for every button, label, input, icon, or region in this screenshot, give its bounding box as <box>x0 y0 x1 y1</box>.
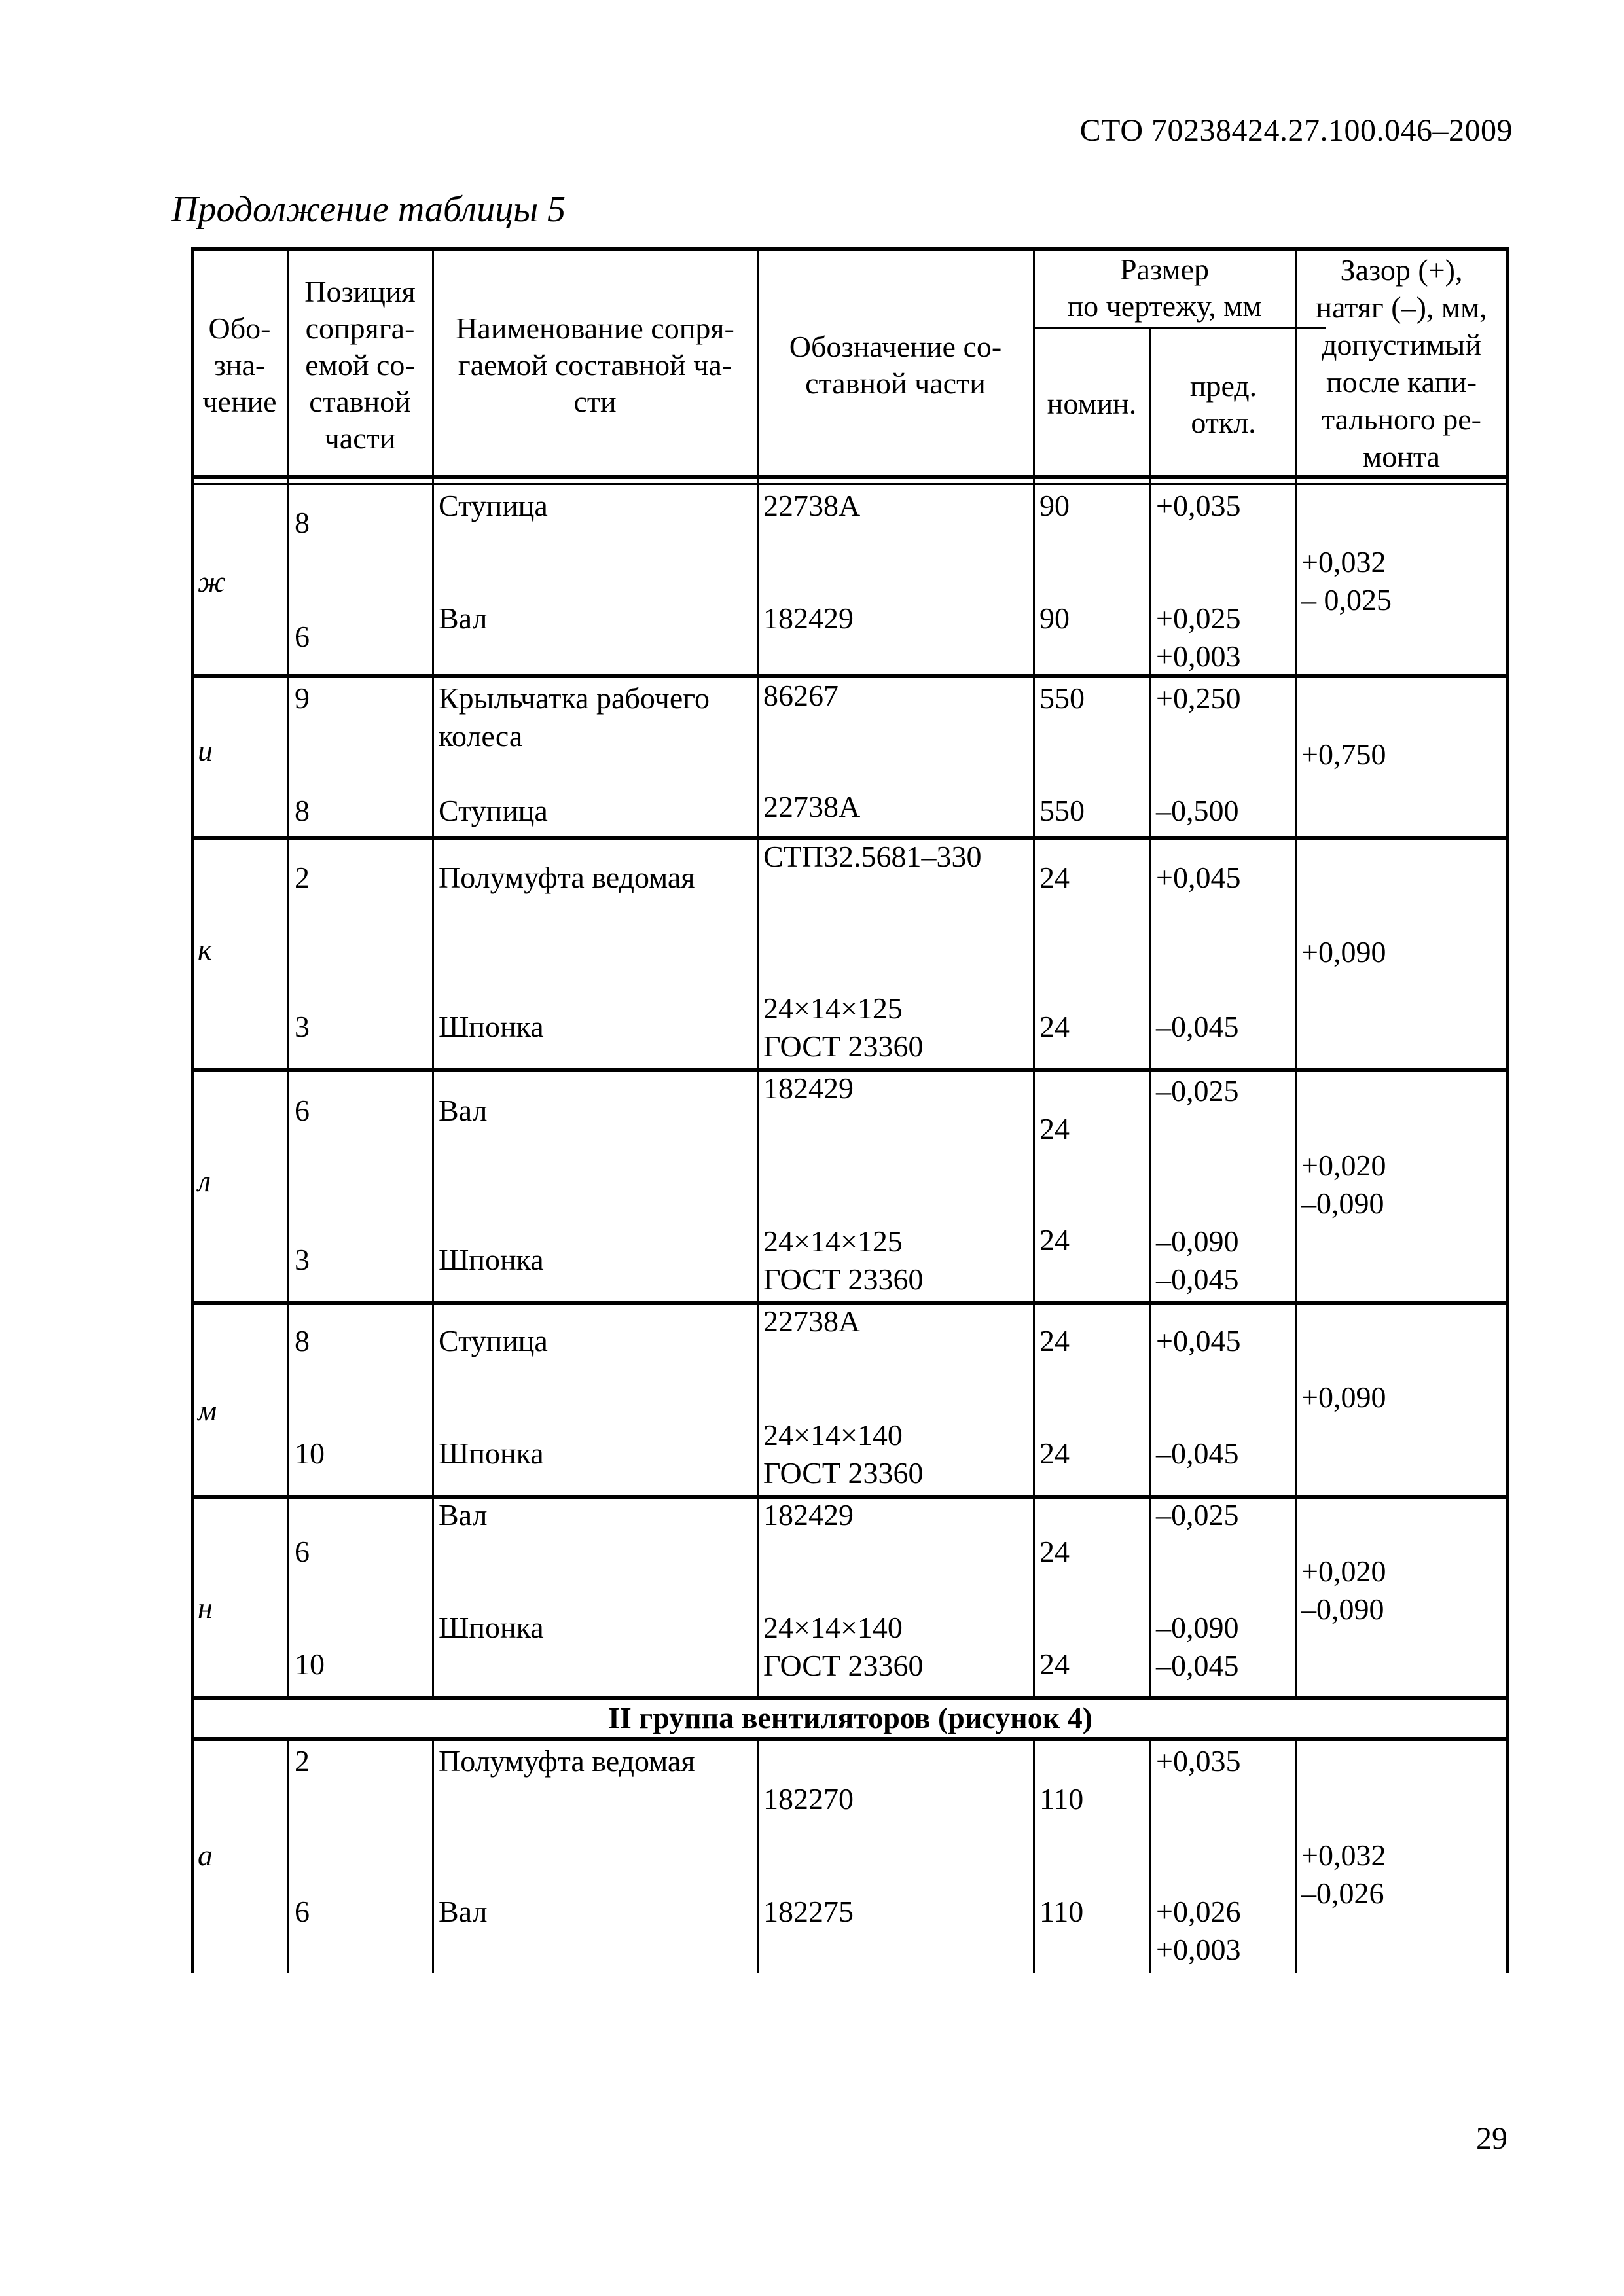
nominal-cell: 110 <box>1039 1782 1084 1816</box>
deviation-cell: +0,026 +0,003 <box>1156 1895 1241 1966</box>
column-border <box>1295 1737 1297 1973</box>
part-name-cell: Шпонка <box>439 1010 544 1043</box>
group-letter: м <box>198 1393 217 1427</box>
group-letter: к <box>198 933 212 966</box>
deviation-cell: –0,025 <box>1156 1498 1239 1532</box>
size-subheader-line <box>1034 327 1326 329</box>
position-cell: 8 <box>295 1324 310 1357</box>
clearance-cell: +0,090 <box>1301 1380 1386 1414</box>
table-top-border <box>191 247 1509 251</box>
parts-clearance-table <box>191 247 1509 1973</box>
part-name-cell: Вал <box>439 1498 488 1532</box>
part-code-cell: 22738А <box>763 790 861 823</box>
clearance-cell: +0,020 –0,090 <box>1301 1149 1386 1220</box>
deviation-cell: +0,035 <box>1156 1744 1241 1778</box>
part-code-cell: 24×14×125 ГОСТ 23360 <box>763 1225 924 1296</box>
part-name-cell: Шпонка <box>439 1611 544 1644</box>
page-number: 29 <box>1476 2121 1507 2156</box>
part-name-cell: Крыльчатка рабочего колеса <box>439 681 710 753</box>
nominal-cell: 24 <box>1039 1647 1070 1681</box>
part-name-cell: Шпонка <box>439 1437 544 1470</box>
clearance-cell: +0,020 –0,090 <box>1301 1554 1386 1626</box>
part-code-cell: 22738А <box>763 489 861 522</box>
deviation-cell: +0,250 <box>1156 681 1241 715</box>
part-name-cell: Вал <box>439 601 488 635</box>
position-cell: 6 <box>295 1895 310 1928</box>
column-border <box>1149 1737 1151 1973</box>
group-letter: н <box>198 1591 213 1624</box>
part-code-cell: 182429 <box>763 601 854 635</box>
clearance-cell: +0,032 – 0,025 <box>1301 545 1392 617</box>
header-bottom-border <box>191 475 1509 479</box>
header-position: Позиция сопряга- емой со- ставной части <box>304 275 416 455</box>
column-border <box>1295 247 1297 1696</box>
part-code-cell: 182429 <box>763 1498 854 1532</box>
position-cell: 6 <box>295 620 310 653</box>
position-cell: 3 <box>295 1243 310 1276</box>
part-code-cell: 22738А <box>763 1304 861 1338</box>
nominal-cell: 24 <box>1039 861 1070 894</box>
group-letter: и <box>198 734 213 767</box>
nominal-cell: 24 <box>1039 1010 1070 1043</box>
part-code-cell: 24×14×140 ГОСТ 23360 <box>763 1611 924 1682</box>
position-cell: 9 <box>295 681 310 715</box>
header-nominal: номин. <box>1047 387 1137 420</box>
header-part-code: Обозначение со- ставной части <box>789 330 1002 400</box>
part-name-cell: Вал <box>439 1094 488 1127</box>
position-cell: 2 <box>295 861 310 894</box>
nominal-cell: 24 <box>1039 1324 1070 1357</box>
column-border <box>1149 327 1151 1696</box>
column-border <box>432 1737 434 1973</box>
header-clearance: Зазор (+), натяг (–), мм, допустимый после капи- тального ре- монта <box>1316 253 1487 473</box>
part-code-cell: 24×14×125 ГОСТ 23360 <box>763 992 924 1063</box>
nominal-cell: 24 <box>1039 1535 1070 1568</box>
part-name-cell: Ступица <box>439 1324 548 1357</box>
nominal-cell: 550 <box>1039 681 1085 715</box>
clearance-cell: +0,750 <box>1301 738 1386 771</box>
deviation-cell: +0,025 +0,003 <box>1156 601 1241 673</box>
group-letter: ж <box>198 565 226 598</box>
column-border <box>757 247 759 1696</box>
nominal-cell: 90 <box>1039 489 1070 522</box>
column-border <box>1033 1737 1035 1973</box>
part-name-cell: Ступица <box>439 794 548 827</box>
part-code-cell: 182275 <box>763 1895 854 1928</box>
column-border <box>287 1737 289 1973</box>
header-part-name: Наименование сопря- гаемой составной ча- сти <box>456 312 734 418</box>
nominal-cell: 24 <box>1039 1437 1070 1470</box>
part-code-cell: 24×14×140 ГОСТ 23360 <box>763 1418 924 1490</box>
column-border <box>432 247 434 1696</box>
position-cell: 6 <box>295 1094 310 1127</box>
group-letter: л <box>198 1164 211 1198</box>
position-cell: 8 <box>295 794 310 827</box>
deviation-cell: –0,045 <box>1156 1437 1239 1470</box>
group-letter: а <box>198 1839 213 1872</box>
header-designation: Обо- зна- чение <box>202 312 277 418</box>
deviation-cell: +0,035 <box>1156 489 1241 522</box>
nominal-cell: 24 <box>1039 1112 1070 1145</box>
column-border <box>1033 247 1035 1696</box>
document-code: СТО 70238424.27.100.046–2009 <box>1079 113 1513 148</box>
nominal-cell: 110 <box>1039 1895 1084 1928</box>
part-name-cell: Ступица <box>439 489 548 522</box>
column-border <box>287 247 289 1696</box>
deviation-cell: –0,090 –0,045 <box>1156 1611 1239 1682</box>
part-code-cell: 86267 <box>763 679 839 712</box>
deviation-cell: –0,045 <box>1156 1010 1239 1043</box>
part-code-cell: 182270 <box>763 1782 854 1816</box>
column-border <box>757 1737 759 1973</box>
part-name-cell: Шпонка <box>439 1243 544 1276</box>
deviation-cell: +0,045 <box>1156 1324 1241 1357</box>
header-double-line <box>191 483 1509 485</box>
deviation-cell: –0,090 –0,045 <box>1156 1225 1239 1296</box>
header-deviation: пред. откл. <box>1189 369 1257 439</box>
nominal-cell: 24 <box>1039 1223 1070 1257</box>
clearance-cell: +0,032 –0,026 <box>1301 1839 1386 1910</box>
group-divider <box>191 674 1509 678</box>
position-cell: 2 <box>295 1744 310 1778</box>
part-name-cell: Полумуфта ведомая <box>439 1744 695 1778</box>
position-cell: 10 <box>295 1437 325 1470</box>
nominal-cell: 550 <box>1039 794 1085 827</box>
clearance-cell: +0,090 <box>1301 935 1386 969</box>
deviation-cell: –0,025 <box>1156 1074 1239 1107</box>
table-caption: Продолжение таблицы 5 <box>171 189 566 230</box>
position-cell: 10 <box>295 1647 325 1681</box>
position-cell: 3 <box>295 1010 310 1043</box>
section-title: II группа вентиляторов (рисунок 4) <box>607 1701 1093 1734</box>
position-cell: 8 <box>295 506 310 539</box>
header-size-group: Размер по чертежу, мм <box>1067 253 1262 323</box>
part-name-cell: Полумуфта ведомая <box>439 861 695 894</box>
deviation-cell: +0,045 <box>1156 861 1241 894</box>
part-name-cell: Вал <box>439 1895 488 1928</box>
part-code-cell: 182429 <box>763 1071 854 1105</box>
nominal-cell: 90 <box>1039 601 1070 635</box>
position-cell: 6 <box>295 1535 310 1568</box>
section-divider <box>191 1737 1509 1741</box>
deviation-cell: –0,500 <box>1156 794 1239 827</box>
part-code-cell: СТП32.5681–330 <box>763 840 982 873</box>
